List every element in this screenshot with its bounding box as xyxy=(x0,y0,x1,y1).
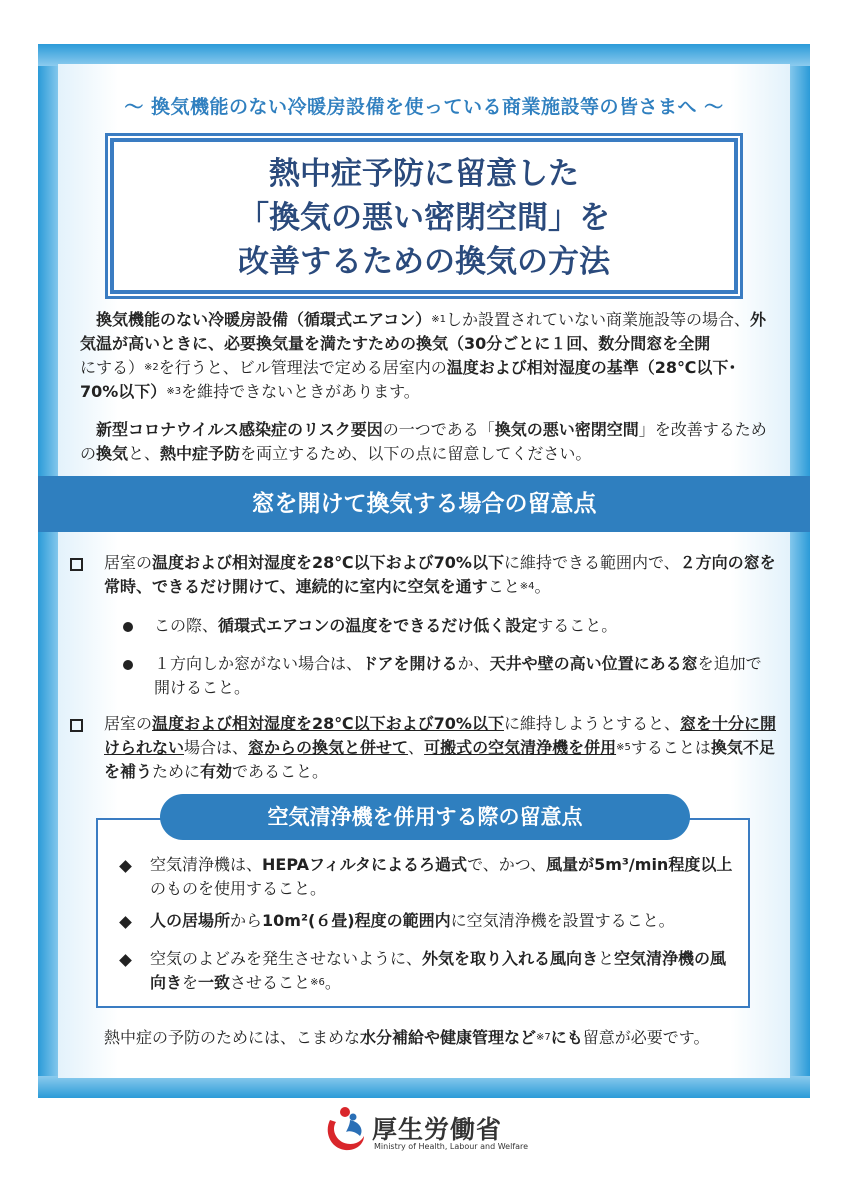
text-segment: 。 xyxy=(534,577,551,596)
text-segment: を両立するため、以下の点に留意してください。 xyxy=(240,444,592,463)
closing-note xyxy=(104,1026,754,1050)
text-segment: 窓からの換気と併せて xyxy=(248,738,409,757)
text-segment: 空気清浄機の風向き xyxy=(150,949,727,992)
checkbox-icon xyxy=(70,558,83,571)
text-segment: の一つである「 xyxy=(382,420,495,439)
logo-name-ja: 厚生労働省 xyxy=(372,1115,503,1144)
title-line-1: 熱中症予防に留意した xyxy=(269,156,579,192)
text-segment: で、かつ、 xyxy=(467,855,547,874)
footnote-ref: ※1 xyxy=(431,314,446,325)
text-segment: 外気を取り入れる風向き xyxy=(422,949,599,968)
logo-name-en: Ministry of Health, Labour and Welfare xyxy=(374,1142,529,1151)
frame-bottom-edge xyxy=(38,1076,810,1098)
text-segment: こと xyxy=(487,577,520,596)
text-segment: 換気 xyxy=(96,444,129,463)
footnote-ref: ※2 xyxy=(144,362,159,373)
bullet-icon xyxy=(123,660,133,670)
text-segment: を追加で開けること。 xyxy=(154,654,762,697)
intro-paragraph-2 xyxy=(80,418,770,466)
text-segment: 熱中症の予防のためには、こまめな xyxy=(104,1028,361,1047)
text-segment: この際、 xyxy=(154,616,219,635)
text-segment: 換気不足を補う xyxy=(104,738,775,781)
text-segment: 空気清浄機は、 xyxy=(150,855,263,874)
sub-item-1-text xyxy=(154,614,774,638)
text-segment: 。 xyxy=(324,973,341,992)
text-segment: を維持できないときがあります。 xyxy=(181,382,420,401)
text-segment: を行うと、ビル管理法で定める居室内の xyxy=(158,358,447,377)
text-segment: 天井や壁の高い位置にある窓 xyxy=(489,654,698,673)
text-segment: 温度および相対湿度を28℃以下および70%以下 xyxy=(152,714,504,733)
text-segment: ドアを開ける xyxy=(362,654,458,673)
purifier-item-3 xyxy=(150,947,740,995)
purifier-item-2 xyxy=(150,909,740,933)
section-heading: 窓を開けて換気する場合の留意点 xyxy=(38,476,810,532)
text-segment: に空気清浄機を設置すること。 xyxy=(450,911,675,930)
frame-top-edge xyxy=(38,44,810,66)
title-line-2: 「換気の悪い密閉空間」を xyxy=(238,200,610,236)
text-segment: 外気温が高いときに、必要換気量を満たすための換気（30分ごとに１回、数分間窓を全開 xyxy=(80,310,766,353)
footnote-ref: ※7 xyxy=(536,1032,551,1043)
text-segment: HEPAフィルタによるろ過式 xyxy=(262,855,468,874)
text-segment: 温度および相対湿度を28℃以下および70%以下 xyxy=(152,553,504,572)
checkbox-icon xyxy=(70,719,83,732)
text-segment: 風量が5m³/min程度以上 xyxy=(546,855,733,874)
text-segment: することは xyxy=(630,738,711,757)
text-segment: 熱中症予防 xyxy=(160,444,241,463)
bullet-icon xyxy=(123,622,133,632)
text-segment: １方向しか窓がない場合は、 xyxy=(154,654,363,673)
footnote-ref: ※5 xyxy=(616,742,631,753)
text-segment: と xyxy=(598,949,615,968)
text-segment: 居室の xyxy=(104,553,153,572)
mhlw-emblem-icon xyxy=(320,1104,370,1154)
title-box xyxy=(110,138,738,294)
text-segment: 窓を十分に開けられない xyxy=(104,714,776,757)
text-segment: ために xyxy=(152,762,201,781)
text-segment: 換気機能のない冷暖房設備（循環式エアコン） xyxy=(80,310,432,329)
intro-paragraph-1 xyxy=(80,308,770,404)
text-segment: 留意が必要です。 xyxy=(582,1028,710,1047)
text-segment: 換気の悪い密閉空間 xyxy=(494,420,639,439)
text-segment: しか設置されていない商業施設等の場合、 xyxy=(445,310,750,329)
text-segment: であること。 xyxy=(232,762,329,781)
footnote-ref: ※6 xyxy=(310,977,325,988)
sub-item-2-text xyxy=(154,652,774,700)
item-2-text xyxy=(104,712,776,784)
footnote-ref: ※3 xyxy=(166,386,182,397)
text-segment: 温度および相対湿度の基準（28℃以下･70%以下） xyxy=(80,358,737,401)
text-segment: と、 xyxy=(128,444,161,463)
text-segment: 一致 xyxy=(198,973,231,992)
text-segment: させること xyxy=(230,973,311,992)
text-segment: 空気のよどみを発生させないように、 xyxy=(150,949,423,968)
audience-subtitle: 〜 換気機能のない冷暖房設備を使っている商業施設等の皆さまへ 〜 xyxy=(124,96,724,118)
text-segment: 水分補給や健康管理など xyxy=(360,1028,537,1047)
purifier-item-1 xyxy=(150,853,740,901)
title-line-3: 改善するための換気の方法 xyxy=(238,244,610,280)
text-segment: にも xyxy=(550,1028,583,1047)
text-segment: 、 xyxy=(408,738,425,757)
text-segment: 有効 xyxy=(200,762,233,781)
text-segment: 人の居場所 xyxy=(150,911,231,930)
text-segment: 循環式エアコンの温度をできるだけ低く設定 xyxy=(218,616,538,635)
text-segment: ２方向の窓を常時、できるだけ開けて、連続的に室内に空気を通す xyxy=(104,553,776,596)
purifier-heading: 空気清浄機を併用する際の留意点 xyxy=(160,794,690,840)
text-segment: のものを使用すること。 xyxy=(150,879,327,898)
text-segment: に維持しようとすると、 xyxy=(503,714,680,733)
text-segment: にする） xyxy=(80,358,145,377)
text-segment: 10m²(６畳)程度の範囲内 xyxy=(262,911,451,930)
item-1-text xyxy=(104,551,776,599)
text-segment: 新型コロナウイルス感染症のリスク要因 xyxy=(80,420,383,439)
text-segment: 場合は、 xyxy=(184,738,249,757)
footnote-ref: ※4 xyxy=(519,581,535,592)
text-segment: 居室の xyxy=(104,714,153,733)
text-segment: から xyxy=(230,911,263,930)
text-segment: か、 xyxy=(457,654,490,673)
text-segment: に維持できる範囲内で、 xyxy=(503,553,680,572)
mhlw-logo xyxy=(320,1104,529,1164)
text-segment: 可搬式の空気清浄機を併用 xyxy=(424,738,617,757)
text-segment: すること。 xyxy=(537,616,618,635)
text-segment: を xyxy=(182,973,199,992)
text-segment: 」を改善するための xyxy=(80,420,767,463)
